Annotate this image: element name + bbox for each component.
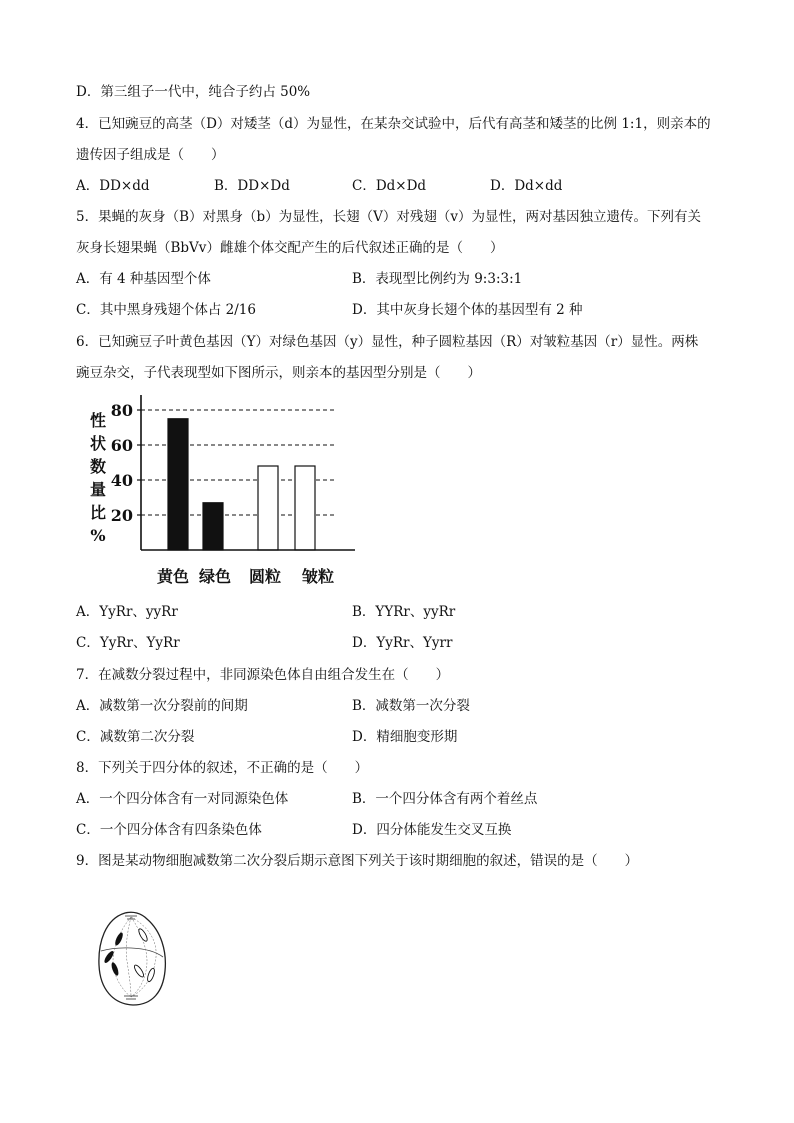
chromosome-dark-2	[114, 932, 125, 947]
q8-option-a: A．一个四分体含有一对同源染色体	[76, 791, 289, 807]
q4-stem-line-1: 4．已知豌豆的高茎（D）对矮茎（d）为显性，在某杂交试验中，后代有高茎和矮茎的比例 1:1，则亲本的	[76, 116, 711, 132]
chromosomes	[103, 928, 156, 983]
bar-2	[203, 503, 223, 550]
q8-option-c: C．一个四分体含有四条染色体	[76, 822, 262, 838]
q7-option-c: C．减数第二次分裂	[76, 729, 195, 745]
q7-stem: 7．在减数分裂过程中，非同源染色体自由组合发生在（ ）	[76, 667, 450, 683]
q6-stem-line-2: 豌豆杂交，子代表现型如下图所示，则亲本的基因型分别是（ ）	[76, 365, 481, 381]
x-category-label: 皱粒	[301, 567, 335, 586]
q6-option-b: B．YYRr、yyRr	[352, 604, 456, 620]
y-axis-label-char: 数	[89, 457, 107, 476]
q4-stem-line-2: 遗传因子组成是（ ）	[76, 147, 225, 163]
y-axis-label-char: 状	[89, 434, 107, 453]
y-axis-label-char: 量	[89, 480, 107, 499]
q4-option-c: C．Dd×Dd	[352, 178, 427, 194]
q5-option-a: A．有 4 种基因型个体	[76, 271, 211, 287]
q4-option-a: A．DD×dd	[76, 178, 150, 194]
q8-option-d: D．四分体能发生交叉互换	[352, 822, 512, 838]
y-tick-label: 40	[110, 471, 133, 490]
q7-option-d: D．精细胞变形期	[352, 729, 458, 745]
chromosome-light-3	[146, 968, 156, 983]
q6-option-a: A．YyRr、yyRr	[76, 604, 178, 620]
q8-option-b: B．一个四分体含有两个着丝点	[352, 791, 538, 807]
x-category-label: 绿色	[198, 567, 232, 586]
q5-stem-line-2: 灰身长翅果蝇（BbVv）雌雄个体交配产生的后代叙述正确的是（ ）	[76, 240, 504, 256]
phenotype-bar-chart	[80, 390, 380, 590]
q6-option-d: D．YyRr、Yyrr	[352, 635, 453, 651]
q8-stem: 8．下列关于四分体的叙述，不正确的是（ ）	[76, 760, 369, 776]
chromosome-light-2	[133, 964, 145, 978]
bar-1	[168, 419, 188, 550]
y-tick-label: 80	[110, 401, 133, 420]
y-axis-label-char: 比	[89, 503, 107, 522]
q4-option-b: B．DD×Dd	[214, 178, 290, 194]
chromosome-light-1	[137, 928, 149, 943]
q6-option-c: C．YyRr、YyRr	[76, 635, 180, 651]
q7-option-b: B．减数第一次分裂	[352, 698, 470, 714]
x-category-label: 黄色	[156, 567, 190, 586]
bar-3	[258, 466, 278, 550]
q9-stem: 9．图是某动物细胞减数第二次分裂后期示意图下列关于该时期细胞的叙述，错误的是（ ）	[76, 853, 639, 869]
chromosome-dark-1	[103, 950, 115, 964]
q7-option-a: A．减数第一次分裂前的间期	[76, 698, 248, 714]
q5-stem-line-1: 5．果蝇的灰身（B）对黑身（b）为显性，长翅（V）对残翅（v）为显性，两对基因独立遗传。下列有关	[76, 209, 702, 225]
q4-option-d: D．Dd×dd	[490, 178, 563, 194]
x-category-label: 圆粒	[248, 567, 282, 586]
centriole-bottom	[124, 996, 138, 999]
q5-option-b: B．表现型比例约为 9:3:3:1	[352, 271, 523, 287]
chromosome-dark-3	[110, 962, 120, 977]
q3-option-d: D．第三组子一代中，纯合子约占 50%	[76, 84, 311, 100]
spindle-fibers	[113, 917, 156, 997]
bar-4	[295, 466, 315, 550]
y-axis-label-char: %	[90, 526, 106, 545]
q5-option-c: C．其中黑身残翅个体占 2/16	[76, 302, 256, 318]
q6-stem-line-1: 6．已知豌豆子叶黄色基因（Y）对绿色基因（y）显性，种子圆粒基因（R）对皱粒基因（r）显性。两株	[76, 334, 699, 350]
y-axis-label-char: 性	[89, 411, 107, 430]
y-tick-label: 20	[110, 506, 133, 525]
y-tick-label: 60	[110, 436, 133, 455]
cell-division-diagram	[95, 905, 175, 1010]
q5-option-d: D．其中灰身长翅个体的基因型有 2 种	[352, 302, 583, 318]
